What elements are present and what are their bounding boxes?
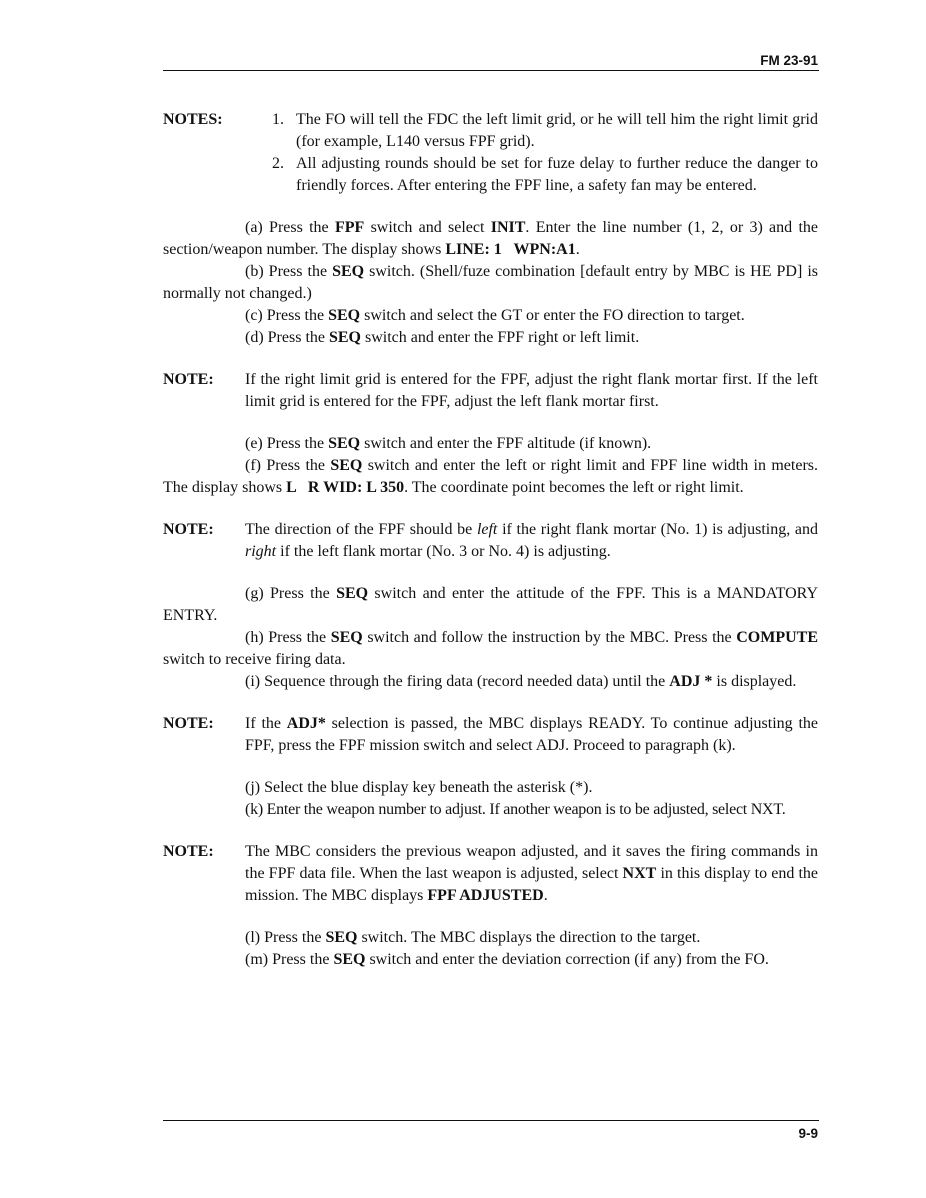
note-text-part: selection is passed, the MBC displays READY. To continue adjusting the FPF, press the FPF mission switch and select ADJ. Proceed to paragraph (k). bbox=[245, 715, 819, 754]
step-e bbox=[163, 433, 818, 455]
step-text: (e) Press the bbox=[245, 435, 329, 452]
note-text-part: If the bbox=[245, 715, 287, 732]
step-text: (f) Press the bbox=[245, 457, 331, 474]
step-text: (m) Press the bbox=[245, 951, 334, 968]
spacer bbox=[163, 821, 818, 841]
spacer bbox=[163, 907, 818, 927]
note-italic: left bbox=[476, 521, 498, 538]
step-emphasis: SEQ bbox=[330, 629, 363, 646]
note-emphasis: ADJ* bbox=[286, 715, 326, 732]
notes-item-number: 1. bbox=[272, 111, 284, 128]
step-j bbox=[163, 777, 818, 799]
spacer bbox=[163, 563, 818, 583]
notes-item bbox=[272, 153, 818, 197]
step-text: switch and follow the instruction by the MBC. Press the bbox=[362, 629, 737, 646]
note-text-part: The direction of the FPF should be bbox=[245, 521, 477, 538]
header-document-code: FM 23-91 bbox=[760, 53, 818, 68]
step-text: switch and enter the FPF altitude (if known). bbox=[360, 435, 652, 452]
step-text: switch and enter the deviation correction (if any) from the FO. bbox=[365, 951, 769, 968]
step-text: . Enter the line number (1, 2, or 3) and the section/weapon number. The display shows bbox=[163, 219, 818, 258]
note-label: NOTE: bbox=[163, 843, 214, 860]
note-text bbox=[245, 713, 818, 757]
note-text-part: if the left flank mortar (No. 3 or No. 4) is adjusting. bbox=[276, 543, 611, 560]
step-text: is displayed. bbox=[712, 673, 797, 690]
step-text: switch and select bbox=[364, 219, 491, 236]
note-block bbox=[163, 369, 818, 413]
note-block bbox=[163, 841, 818, 907]
step-emphasis: SEQ bbox=[328, 307, 361, 324]
spacer bbox=[163, 413, 818, 433]
step-emphasis: FPF bbox=[334, 219, 365, 236]
step-emphasis: SEQ bbox=[332, 263, 365, 280]
step-text: switch to receive firing data. bbox=[163, 651, 346, 668]
step-f bbox=[163, 455, 818, 499]
step-text: switch and enter the left or right limit and FPF line width in meters. The display shows bbox=[163, 457, 818, 496]
notes-list bbox=[272, 109, 818, 197]
step-a bbox=[163, 217, 818, 261]
step-text: (h) Press the bbox=[245, 629, 331, 646]
step-emphasis: ADJ * bbox=[669, 673, 713, 690]
page-number: 9-9 bbox=[798, 1126, 818, 1141]
note-block bbox=[163, 713, 818, 757]
note-text-part: . bbox=[543, 887, 548, 904]
step-text: (b) Press the bbox=[245, 263, 333, 280]
step-text: (g) Press the bbox=[245, 585, 337, 602]
step-emphasis: SEQ bbox=[325, 929, 358, 946]
step-text: . bbox=[575, 241, 580, 258]
note-block bbox=[163, 519, 818, 563]
step-l bbox=[163, 927, 818, 949]
step-text: (a) Press the bbox=[245, 219, 335, 236]
step-g bbox=[163, 583, 818, 627]
display-readout: LINE: 1 WPN:A1 bbox=[445, 241, 576, 258]
step-emphasis: SEQ bbox=[333, 951, 366, 968]
spacer bbox=[163, 349, 818, 369]
header-rule bbox=[163, 70, 819, 71]
note-emphasis: NXT bbox=[622, 865, 657, 882]
note-text: If the right limit grid is entered for the FPF, adjust the right flank mortar first. If the left limit grid is entered for the FPF, adjust the left flank mortar first. bbox=[245, 371, 818, 410]
step-emphasis: COMPUTE bbox=[736, 629, 819, 646]
note-text-part: The MBC considers the previous weapon adjusted, and it saves the firing commands in the FPF data file. When the last weapon is adjusted, select bbox=[245, 843, 818, 882]
step-emphasis: SEQ bbox=[336, 585, 369, 602]
step-text: . The coordinate point becomes the left or right limit. bbox=[404, 479, 744, 496]
step-text: switch. The MBC displays the direction to the target. bbox=[357, 929, 701, 946]
step-text: (i) Sequence through the firing data (record needed data) until the bbox=[245, 673, 670, 690]
notes-item-number: 2. bbox=[272, 155, 284, 172]
note-label: NOTE: bbox=[163, 715, 214, 732]
spacer bbox=[163, 693, 818, 713]
step-k bbox=[163, 799, 818, 821]
notes-item bbox=[272, 109, 818, 153]
step-text: (k) Enter the weapon number to adjust. If another weapon is to be adjusted, select NXT. bbox=[245, 801, 786, 818]
note-italic: right bbox=[245, 543, 277, 560]
note-emphasis: FPF ADJUSTED bbox=[427, 887, 544, 904]
spacer bbox=[163, 757, 818, 777]
step-d bbox=[163, 327, 818, 349]
notes-item-text: All adjusting rounds should be set for fuze delay to further reduce the danger to friendly forces. After entering the FPF line, a safety fan may be entered. bbox=[296, 155, 818, 194]
step-text: switch and enter the FPF right or left limit. bbox=[361, 329, 640, 346]
step-emphasis: INIT bbox=[490, 219, 526, 236]
step-i bbox=[163, 671, 818, 693]
notes-block bbox=[163, 109, 818, 197]
note-label: NOTE: bbox=[163, 521, 214, 538]
step-text: switch and enter the attitude of the FPF. This is a MANDATORY ENTRY. bbox=[163, 585, 819, 624]
step-c bbox=[163, 305, 818, 327]
footer-rule bbox=[163, 1120, 819, 1121]
step-h bbox=[163, 627, 818, 671]
step-emphasis: SEQ bbox=[330, 457, 363, 474]
spacer bbox=[163, 499, 818, 519]
note-text bbox=[245, 841, 818, 907]
step-emphasis: SEQ bbox=[328, 435, 361, 452]
display-readout: L R WID: L 350 bbox=[286, 479, 405, 496]
step-text: (l) Press the bbox=[245, 929, 326, 946]
note-text-part: if the right flank mortar (No. 1) is adjusting, and bbox=[497, 521, 818, 538]
step-text: (d) Press the bbox=[245, 329, 329, 346]
page-body bbox=[163, 109, 818, 971]
note-text bbox=[245, 519, 818, 563]
step-m bbox=[163, 949, 818, 971]
notes-item-text: The FO will tell the FDC the left limit grid, or he will tell him the right limit grid (for example, L140 versus FPF grid). bbox=[296, 111, 818, 150]
note-label: NOTE: bbox=[163, 371, 214, 388]
notes-label: NOTES: bbox=[163, 111, 223, 128]
step-b bbox=[163, 261, 818, 305]
step-text: (j) Select the blue display key beneath the asterisk (*). bbox=[245, 779, 593, 796]
note-text-part: in this display to end the mission. The MBC displays bbox=[245, 865, 819, 904]
step-emphasis: SEQ bbox=[328, 329, 361, 346]
step-text: switch and select the GT or enter the FO direction to target. bbox=[360, 307, 745, 324]
step-text: switch. (Shell/fuze combination [default entry by MBC is HE PD] is normally not changed.) bbox=[163, 263, 819, 302]
spacer bbox=[163, 197, 818, 217]
step-text: (c) Press the bbox=[245, 307, 329, 324]
